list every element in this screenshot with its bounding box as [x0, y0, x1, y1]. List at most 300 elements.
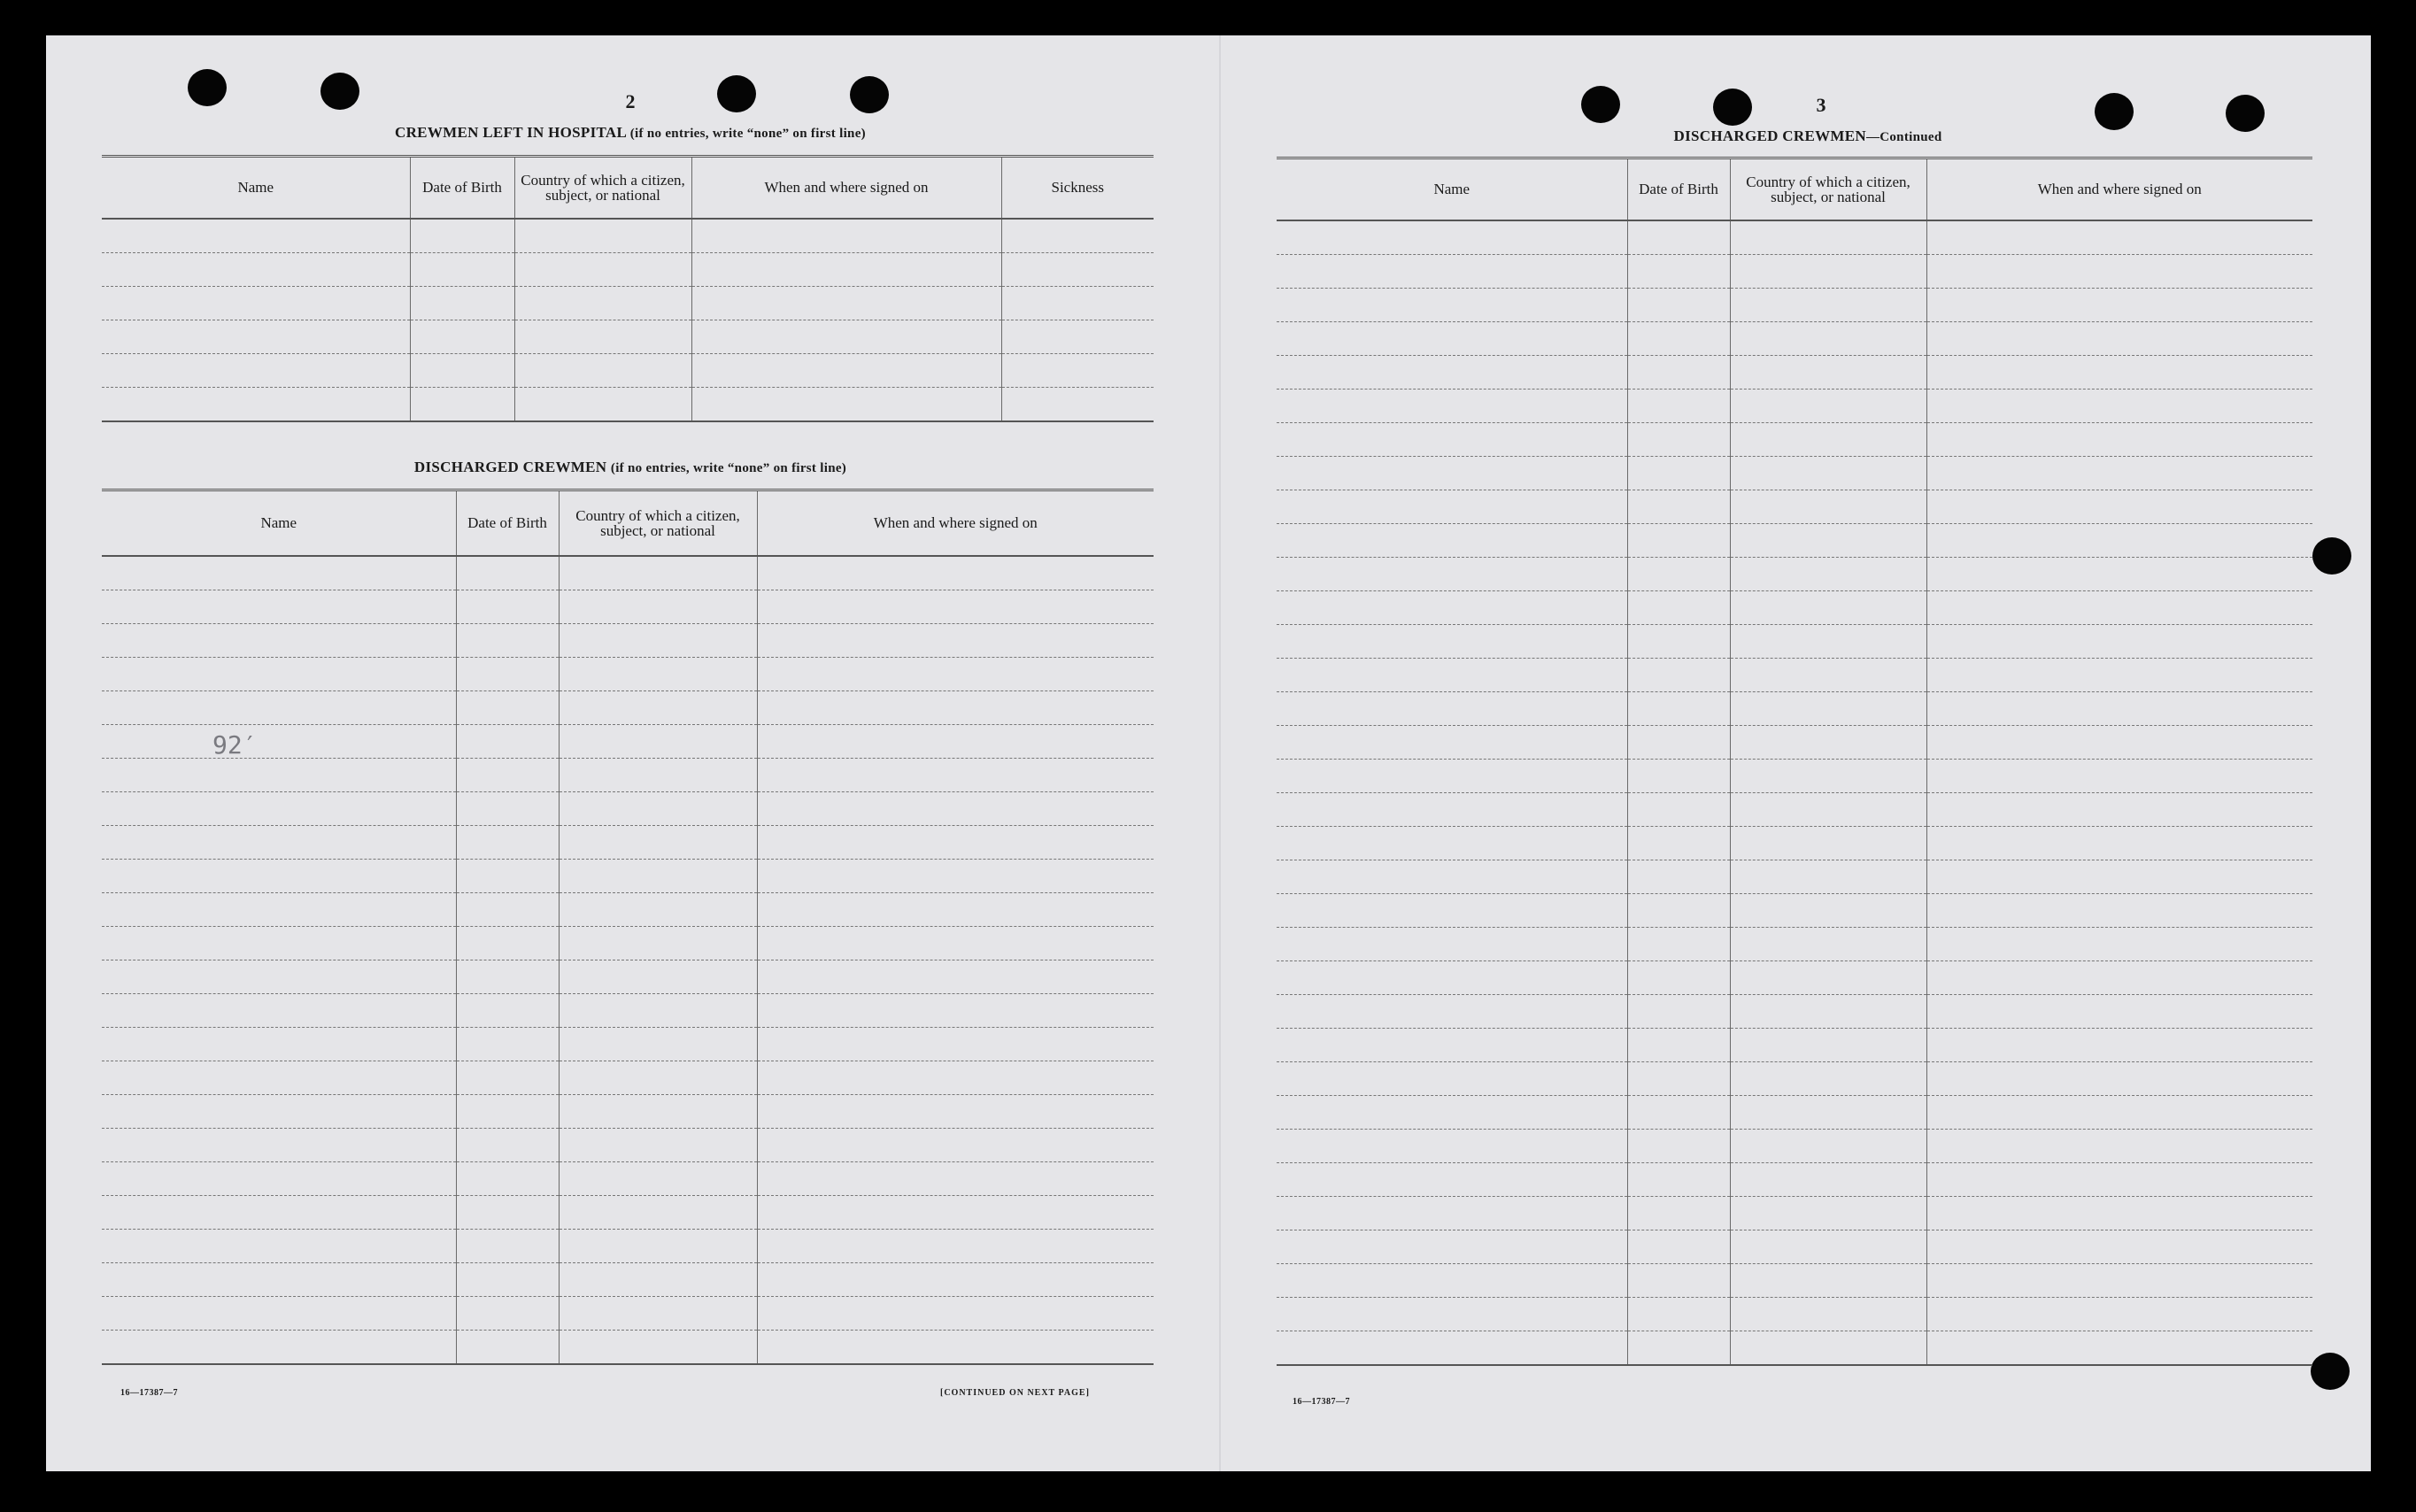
blank-cell [1730, 960, 1926, 994]
blank-cell [1627, 624, 1730, 658]
blank-cell [1277, 960, 1627, 994]
hospital-title: CREWMEN LEFT IN HOSPITAL [395, 124, 627, 141]
blank-cell [1926, 860, 2312, 893]
table-row [1277, 1297, 2312, 1331]
blank-cell [456, 892, 559, 926]
blank-cell [1926, 590, 2312, 624]
blank-cell [1627, 658, 1730, 691]
blank-cell [559, 758, 757, 791]
table-row [1277, 624, 2312, 658]
blank-cell [514, 320, 691, 353]
document-sheet [46, 35, 2371, 1471]
blank-cell [1277, 422, 1627, 456]
column-header: Name [102, 157, 410, 219]
table-row [102, 724, 1154, 758]
blank-cell [559, 859, 757, 892]
table-header [1277, 158, 2312, 220]
blank-cell [102, 1229, 456, 1262]
blank-cell [456, 1296, 559, 1330]
table-row [1277, 759, 2312, 792]
blank-cell [1627, 355, 1730, 389]
blank-cell [1730, 590, 1926, 624]
blank-cell [456, 556, 559, 590]
column-header: Date of Birth [410, 157, 514, 219]
blank-cell [559, 1296, 757, 1330]
blank-cell [1627, 557, 1730, 590]
blank-cell [757, 657, 1154, 690]
table-row [102, 286, 1154, 320]
blank-cell [1926, 355, 2312, 389]
blank-cell [1001, 320, 1154, 353]
blank-cell [1730, 1061, 1926, 1095]
blank-cell [1277, 1263, 1627, 1297]
blank-cell [102, 252, 410, 286]
table-row [102, 1128, 1154, 1161]
blank-cell [102, 623, 456, 657]
form-code: 16—17387—7 [1293, 1397, 1350, 1407]
table-row [1277, 860, 2312, 893]
blank-cell [410, 219, 514, 253]
blank-cell [757, 960, 1154, 993]
blank-cell [757, 1262, 1154, 1296]
blank-cell [1627, 1095, 1730, 1129]
column-header: Sickness [1001, 157, 1154, 219]
blank-cell [102, 320, 410, 353]
blank-cell [102, 219, 410, 253]
blank-cell [559, 556, 757, 590]
table-row [102, 1161, 1154, 1195]
table-row [1277, 792, 2312, 826]
table-row [1277, 826, 2312, 860]
blank-cell [559, 623, 757, 657]
blank-cell [1730, 994, 1926, 1028]
blank-cell [1730, 523, 1926, 557]
blank-cell [456, 926, 559, 960]
page-fold [1219, 35, 1221, 1471]
table-row [102, 252, 1154, 286]
table-row [102, 758, 1154, 791]
blank-cell [456, 1094, 559, 1128]
blank-cell [102, 1027, 456, 1061]
blank-cell [1277, 1230, 1627, 1263]
blank-cell [757, 791, 1154, 825]
blank-cell [1277, 1028, 1627, 1061]
table-row [1277, 1028, 2312, 1061]
blank-cell [102, 926, 456, 960]
table-row [102, 690, 1154, 724]
blank-cell [1277, 1061, 1627, 1095]
blank-cell [1277, 725, 1627, 759]
blank-cell [559, 1161, 757, 1195]
table-row [102, 623, 1154, 657]
blank-cell [1001, 353, 1154, 387]
blank-cell [691, 353, 1001, 387]
table-row [1277, 1095, 2312, 1129]
hospital-subtitle: (if no entries, write “none” on first line) [629, 127, 866, 141]
blank-cell [1277, 557, 1627, 590]
table-row [1277, 1263, 2312, 1297]
blank-cell [410, 353, 514, 387]
blank-cell [102, 960, 456, 993]
blank-cell [757, 1061, 1154, 1094]
table-row [102, 657, 1154, 690]
blank-cell [102, 1262, 456, 1296]
blank-cell [559, 1229, 757, 1262]
blank-cell [1730, 759, 1926, 792]
handwritten-mark: 92′ [212, 730, 258, 760]
blank-cell [691, 286, 1001, 320]
blank-cell [1277, 1129, 1627, 1162]
blank-cell [1730, 1095, 1926, 1129]
table-row [1277, 1331, 2312, 1365]
blank-cell [1730, 220, 1926, 255]
blank-cell [559, 690, 757, 724]
blank-cell [757, 758, 1154, 791]
blank-cell [559, 825, 757, 859]
blank-cell [1926, 220, 2312, 255]
blank-cell [102, 758, 456, 791]
blank-cell [1277, 927, 1627, 960]
table-row [1277, 1129, 2312, 1162]
blank-cell [559, 1330, 757, 1364]
blank-cell [1926, 927, 2312, 960]
blank-cell [757, 926, 1154, 960]
blank-cell [102, 1296, 456, 1330]
blank-cell [1627, 960, 1730, 994]
blank-cell [757, 623, 1154, 657]
blank-cell [1926, 792, 2312, 826]
blank-cell [456, 1128, 559, 1161]
blank-cell [559, 1195, 757, 1229]
table-row [102, 219, 1154, 253]
blank-cell [456, 724, 559, 758]
blank-cell [1926, 759, 2312, 792]
blank-cell [559, 1027, 757, 1061]
blank-cell [757, 1027, 1154, 1061]
blank-cell [456, 1027, 559, 1061]
blank-cell [1730, 389, 1926, 422]
column-header: Country of which a citizen, subject, or national [559, 490, 757, 556]
blank-cell [1627, 759, 1730, 792]
blank-cell [1277, 254, 1627, 288]
blank-cell [1926, 422, 2312, 456]
blank-cell [1926, 1162, 2312, 1196]
table-row [102, 1330, 1154, 1364]
blank-cell [1730, 1297, 1926, 1331]
blank-cell [456, 993, 559, 1027]
blank-cell [1277, 1297, 1627, 1331]
blank-cell [757, 1296, 1154, 1330]
blank-cell [1730, 1129, 1926, 1162]
blank-cell [559, 1262, 757, 1296]
table-row [102, 1027, 1154, 1061]
table-row [1277, 1162, 2312, 1196]
page-number: 3 [1816, 94, 1826, 116]
table-row [1277, 893, 2312, 927]
column-header: When and where signed on [691, 157, 1001, 219]
hospital-table [102, 155, 1154, 422]
blank-cell [757, 859, 1154, 892]
blank-cell [102, 1128, 456, 1161]
table-row [102, 353, 1154, 387]
blank-cell [1277, 288, 1627, 321]
blank-cell [1926, 557, 2312, 590]
blank-cell [1627, 1162, 1730, 1196]
blank-cell [102, 791, 456, 825]
table-row [102, 926, 1154, 960]
blank-cell [1926, 456, 2312, 490]
blank-cell [1627, 1196, 1730, 1230]
blank-cell [102, 993, 456, 1027]
table-row [1277, 1196, 2312, 1230]
table-row [1277, 389, 2312, 422]
discharged-continued-title [1277, 127, 2339, 145]
blank-cell [1730, 893, 1926, 927]
blank-cell [514, 252, 691, 286]
blank-cell [102, 1094, 456, 1128]
table-row [1277, 523, 2312, 557]
blank-cell [559, 892, 757, 926]
blank-cell [1730, 658, 1926, 691]
blank-cell [1926, 658, 2312, 691]
blank-cell [514, 286, 691, 320]
table-row [1277, 960, 2312, 994]
blank-cell [757, 690, 1154, 724]
blank-cell [1627, 523, 1730, 557]
table-row [1277, 1061, 2312, 1095]
blank-cell [102, 1195, 456, 1229]
blank-cell [102, 859, 456, 892]
blank-cell [1730, 1263, 1926, 1297]
blank-cell [456, 590, 559, 623]
blank-cell [1277, 523, 1627, 557]
blank-cell [456, 1161, 559, 1195]
table-header [102, 490, 1154, 556]
blank-cell [1627, 860, 1730, 893]
blank-cell [559, 1094, 757, 1128]
table-row [1277, 321, 2312, 355]
table-row [102, 993, 1154, 1027]
blank-cell [1627, 288, 1730, 321]
blank-cell [1926, 254, 2312, 288]
blank-cell [691, 252, 1001, 286]
blank-cell [410, 286, 514, 320]
blank-cell [757, 892, 1154, 926]
table-row [1277, 691, 2312, 725]
blank-cell [1277, 994, 1627, 1028]
blank-cell [456, 657, 559, 690]
column-header: When and where signed on [757, 490, 1154, 556]
blank-cell [1730, 1331, 1926, 1365]
blank-cell [1627, 826, 1730, 860]
blank-cell [1926, 523, 2312, 557]
blank-cell [456, 960, 559, 993]
column-header: Country of which a citizen, subject, or national [1730, 158, 1926, 220]
blank-cell [1730, 355, 1926, 389]
blank-cell [410, 320, 514, 353]
blank-cell [1627, 422, 1730, 456]
blank-cell [456, 1262, 559, 1296]
blank-cell [757, 1128, 1154, 1161]
blank-cell [757, 724, 1154, 758]
blank-cell [1926, 1129, 2312, 1162]
blank-cell [757, 825, 1154, 859]
blank-cell [514, 387, 691, 421]
blank-cell [102, 556, 456, 590]
table-row [1277, 422, 2312, 456]
discharged-continued-heading: DISCHARGED CREWMEN [1673, 127, 1866, 144]
blank-cell [1926, 624, 2312, 658]
blank-cell [559, 1128, 757, 1161]
blank-cell [1277, 759, 1627, 792]
blank-cell [456, 1061, 559, 1094]
blank-cell [456, 1229, 559, 1262]
blank-cell [102, 387, 410, 421]
blank-cell [1926, 1230, 2312, 1263]
blank-cell [1730, 624, 1926, 658]
blank-cell [1730, 490, 1926, 523]
blank-cell [1627, 389, 1730, 422]
blank-cell [1926, 321, 2312, 355]
blank-cell [1627, 1129, 1730, 1162]
blank-cell [1277, 691, 1627, 725]
blank-cell [1926, 1297, 2312, 1331]
blank-cell [757, 1229, 1154, 1262]
blank-cell [1730, 1162, 1926, 1196]
blank-cell [1001, 387, 1154, 421]
blank-cell [102, 1330, 456, 1364]
blank-cell [456, 791, 559, 825]
blank-cell [1277, 389, 1627, 422]
blank-cell [691, 219, 1001, 253]
table-row [102, 825, 1154, 859]
blank-cell [1926, 994, 2312, 1028]
table-row [102, 892, 1154, 926]
blank-cell [1277, 792, 1627, 826]
blank-cell [514, 353, 691, 387]
blank-cell [1627, 893, 1730, 927]
continued-label: —Continued [1865, 130, 1942, 144]
blank-cell [1627, 1061, 1730, 1095]
table-row [1277, 456, 2312, 490]
blank-cell [757, 1161, 1154, 1195]
blank-cell [102, 590, 456, 623]
table-row [102, 1296, 1154, 1330]
right-page [1223, 35, 2371, 1471]
blank-cell [1730, 254, 1926, 288]
blank-cell [1926, 1331, 2312, 1365]
table-row [1277, 1230, 2312, 1263]
table-row [102, 1229, 1154, 1262]
blank-cell [456, 1195, 559, 1229]
blank-cell [102, 892, 456, 926]
table-row [1277, 994, 2312, 1028]
blank-cell [1926, 1263, 2312, 1297]
blank-cell [1926, 826, 2312, 860]
blank-cell [102, 724, 456, 758]
discharged-continued-table [1277, 157, 2312, 1366]
blank-cell [1277, 590, 1627, 624]
table-row [1277, 557, 2312, 590]
discharged-table [102, 489, 1154, 1365]
blank-cell [102, 690, 456, 724]
blank-cell [1277, 624, 1627, 658]
blank-cell [1627, 590, 1730, 624]
blank-cell [514, 219, 691, 253]
hospital-section-title [99, 124, 1162, 142]
blank-cell [1627, 1331, 1730, 1365]
blank-cell [102, 353, 410, 387]
discharged-section-title [99, 459, 1162, 476]
blank-cell [757, 993, 1154, 1027]
blank-cell [559, 1061, 757, 1094]
blank-cell [456, 758, 559, 791]
blank-cell [1001, 219, 1154, 253]
blank-cell [1627, 927, 1730, 960]
blank-cell [1627, 725, 1730, 759]
form-code: 16—17387—7 [120, 1388, 178, 1398]
blank-cell [691, 320, 1001, 353]
blank-cell [1926, 490, 2312, 523]
blank-cell [1730, 826, 1926, 860]
blank-cell [559, 960, 757, 993]
blank-cell [1001, 252, 1154, 286]
column-header: Country of which a citizen, subject, or national [514, 157, 691, 219]
blank-cell [1926, 725, 2312, 759]
table-row [1277, 220, 2312, 255]
discharged-subtitle: (if no entries, write “none” on first line) [610, 461, 847, 475]
blank-cell [1730, 1230, 1926, 1263]
blank-cell [757, 556, 1154, 590]
blank-cell [1730, 1196, 1926, 1230]
blank-cell [1627, 254, 1730, 288]
blank-cell [1627, 792, 1730, 826]
table-row [102, 791, 1154, 825]
table-row [1277, 725, 2312, 759]
blank-cell [1277, 355, 1627, 389]
blank-cell [559, 791, 757, 825]
table-row [102, 387, 1154, 421]
blank-cell [1277, 1196, 1627, 1230]
blank-cell [1277, 658, 1627, 691]
table-row [102, 590, 1154, 623]
blank-cell [691, 387, 1001, 421]
blank-cell [1730, 288, 1926, 321]
blank-cell [456, 690, 559, 724]
blank-cell [1926, 1028, 2312, 1061]
blank-cell [757, 590, 1154, 623]
blank-cell [757, 1330, 1154, 1364]
blank-cell [559, 724, 757, 758]
blank-cell [1926, 389, 2312, 422]
table-row [1277, 355, 2312, 389]
table-row [1277, 590, 2312, 624]
blank-cell [1926, 288, 2312, 321]
blank-cell [1277, 456, 1627, 490]
blank-cell [1627, 1230, 1730, 1263]
blank-cell [456, 1330, 559, 1364]
column-header: Name [102, 490, 456, 556]
blank-cell [1730, 725, 1926, 759]
blank-cell [102, 1061, 456, 1094]
blank-cell [1926, 1196, 2312, 1230]
blank-cell [102, 1161, 456, 1195]
table-row [1277, 658, 2312, 691]
column-header: Date of Birth [1627, 158, 1730, 220]
blank-cell [1001, 286, 1154, 320]
blank-cell [1627, 691, 1730, 725]
column-header: Name [1277, 158, 1627, 220]
